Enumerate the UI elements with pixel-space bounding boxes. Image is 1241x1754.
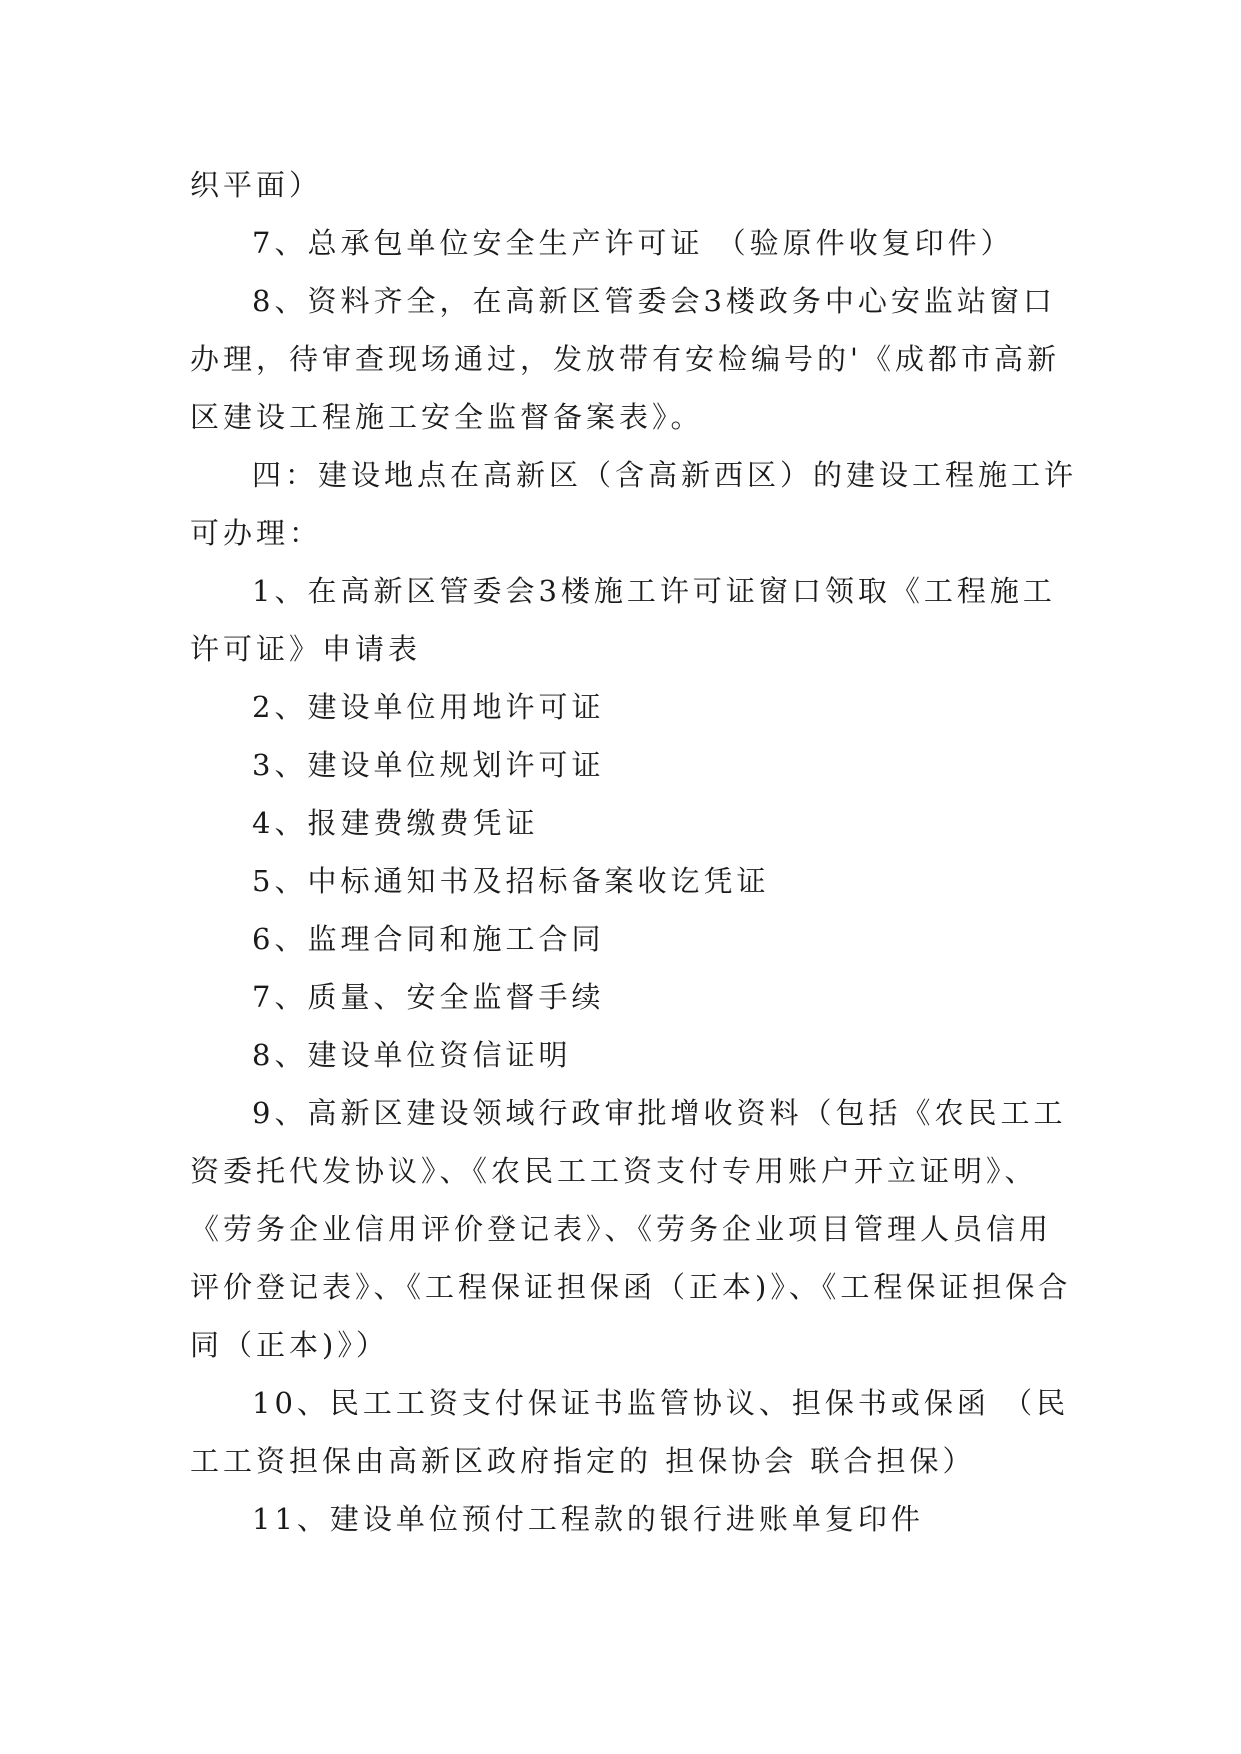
list-item-3: 3、建设单位规划许可证 [252, 748, 605, 782]
paragraph-item-8-materials: 8、资料齐全，在高新区管委会3楼政务中心安监站窗口办理，待审查现场通过，发放带有安检编号的'《成都市高新区建设工程施工安全监督备案表》。 [190, 284, 1060, 434]
list-item-1: 1、在高新区管委会3楼施工许可证窗口领取《工程施工许可证》申请表 [190, 574, 1056, 666]
list-item-8: 8、建设单位资信证明 [252, 1038, 572, 1072]
list-item-4: 4、报建费缴费凭证 [252, 806, 539, 840]
paragraph-continuation: 织平面） [190, 168, 323, 202]
section-heading-four: 四：建设地点在高新区（含高新西区）的建设工程施工许可办理： [190, 458, 1078, 550]
list-item-9: 9、高新区建设领域行政审批增收资料（包括《农民工工资委托代发协议》、《农民工工资支付专用账户开立证明》、《劳务企业信用评价登记表》、《劳务企业项目管理人员信用评价登记表》、《工程保证担保函（正本)》、《工程保证担保合同（正本)》） [190, 1096, 1072, 1362]
list-item-2: 2、建设单位用地许可证 [252, 690, 605, 724]
list-item-11: 11、建设单位预付工程款的银行进账单复印件 [252, 1502, 924, 1536]
document-body [190, 156, 1080, 1548]
list-item-6: 6、监理合同和施工合同 [252, 922, 605, 956]
paragraph-item-7-safety-license: 7、总承包单位安全生产许可证 （验原件收复印件） [252, 226, 1014, 260]
list-item-10: 10、民工工资支付保证书监管协议、担保书或保函 （民工工资担保由高新区政府指定的 担保协会 联合担保） [190, 1386, 1070, 1478]
list-item-5: 5、中标通知书及招标备案收讫凭证 [252, 864, 770, 898]
list-item-7: 7、质量、安全监督手续 [252, 980, 605, 1014]
